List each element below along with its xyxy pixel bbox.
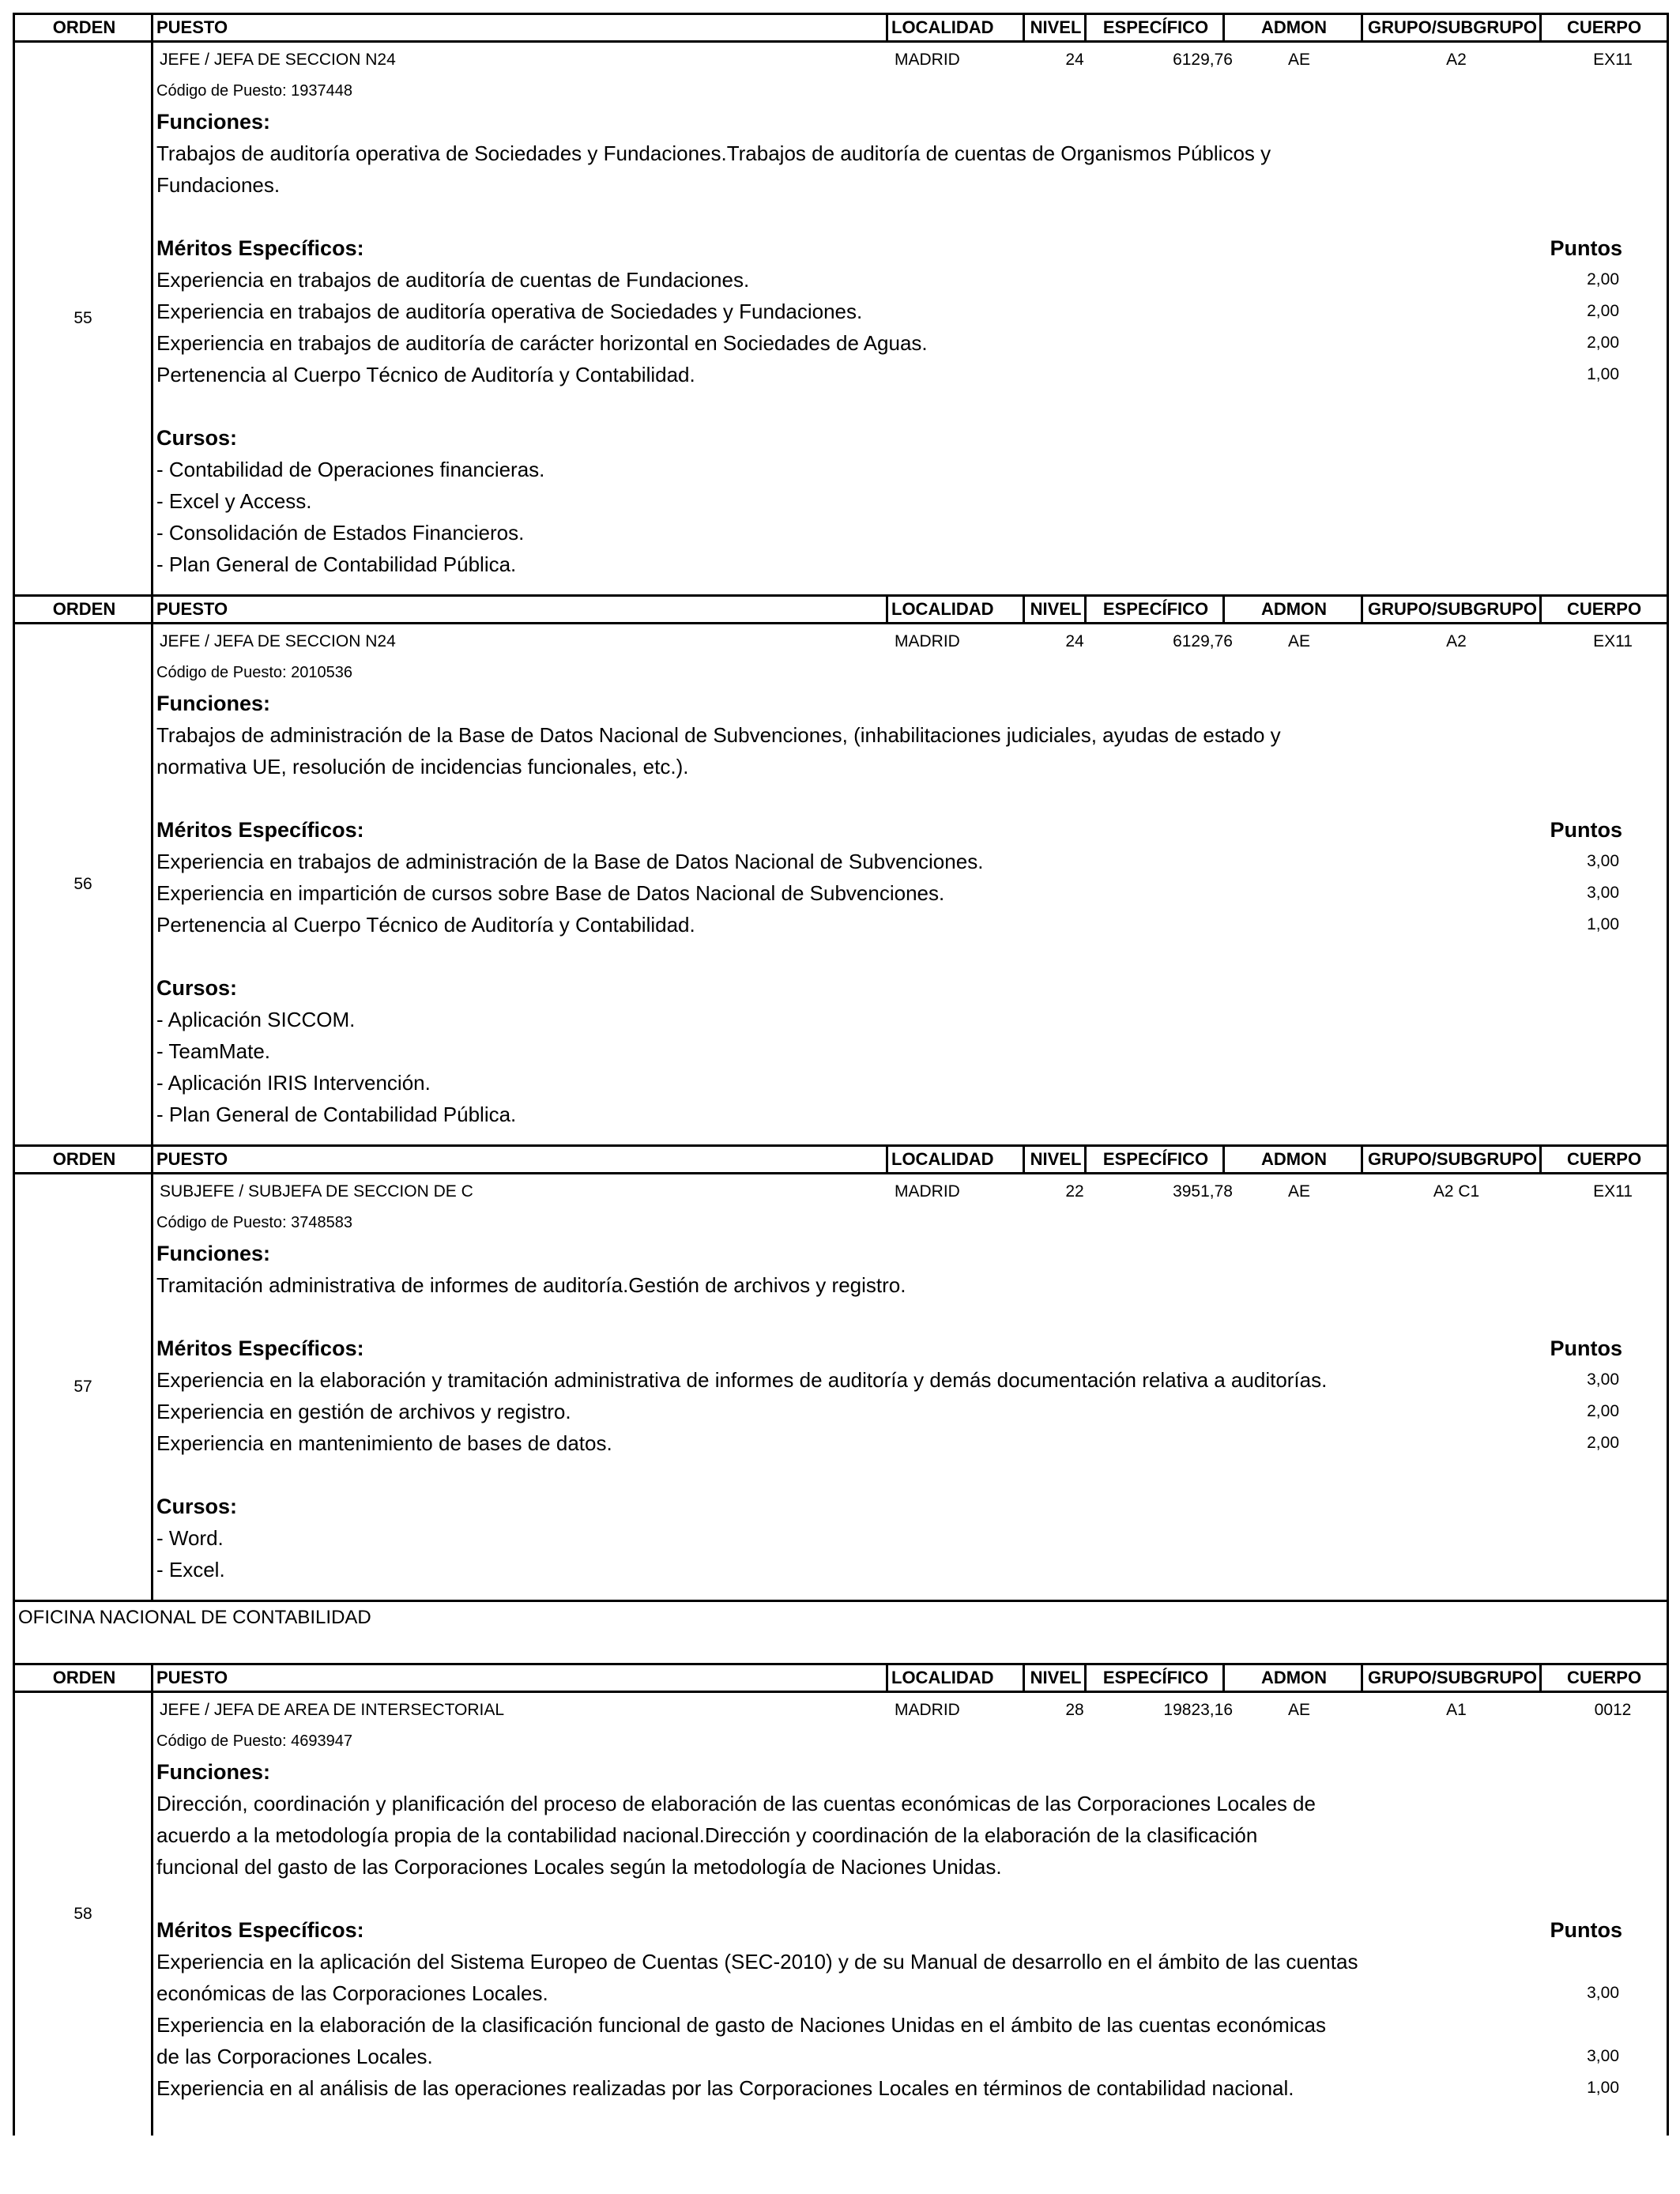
merito-item [156, 1396, 1667, 1427]
header-orden: ORDEN [52, 1149, 116, 1169]
merito-text: Pertenencia al Cuerpo Técnico de Auditoría y Contabilidad. [156, 913, 695, 937]
header-orden: ORDEN [52, 17, 116, 37]
job-localidad: MADRID [895, 1182, 960, 1201]
meritos-heading-row [156, 1914, 1667, 1946]
job-localidad: MADRID [895, 1701, 960, 1719]
job-details [153, 1174, 1667, 1600]
column-header-row [13, 1144, 1669, 1174]
spacer [156, 941, 1667, 972]
curso-item: - Contabilidad de Operaciones financieras. [156, 458, 545, 481]
header-admon: ADMON [1222, 15, 1363, 40]
spacer [156, 201, 1667, 232]
job-details [153, 624, 1667, 1144]
funciones-line: Trabajos de administración de la Base de Datos Nacional de Subvenciones, (inhabilitaciones judiciales, ayudas de estado y [156, 723, 1281, 747]
merito-item [156, 909, 1667, 941]
header-especifico: ESPECÍFICO [1084, 15, 1225, 40]
job-cuerpo: EX11 [1593, 632, 1633, 650]
job-grupo: A2 C1 [1433, 1182, 1480, 1201]
job-especifico: 6129,76 [1173, 632, 1233, 650]
puntos-heading: Puntos [1550, 1918, 1622, 1942]
header-orden: ORDEN [52, 1668, 116, 1687]
spacer [156, 782, 1667, 814]
job-localidad: MADRID [895, 632, 960, 650]
puntos-heading: Puntos [1550, 818, 1622, 842]
merito-puntos: 3,00 [1587, 1984, 1619, 2002]
job-puesto: JEFE / JEFA DE SECCION N24 [160, 51, 396, 69]
header-localidad: LOCALIDAD [886, 15, 1025, 40]
merito-puntos: 3,00 [1587, 2047, 1619, 2065]
merito-text: Experiencia en la aplicación del Sistema Europeo de Cuentas (SEC-2010) y de su Manual de desarrollo en el ámbito de las cuentas [156, 1950, 1358, 1973]
merito-puntos: 3,00 [1587, 884, 1619, 902]
header-admon: ADMON [1222, 1665, 1363, 1691]
meritos-heading-row [156, 1333, 1667, 1364]
header-especifico: ESPECÍFICO [1084, 597, 1225, 622]
merito-puntos: 3,00 [1587, 852, 1619, 870]
job-puesto: JEFE / JEFA DE SECCION N24 [160, 632, 396, 650]
header-puesto: PUESTO [151, 597, 888, 622]
meritos-heading: Méritos Específicos: [156, 236, 364, 260]
meritos-heading: Méritos Específicos: [156, 1336, 364, 1360]
merito-item [156, 2072, 1667, 2104]
job-puesto: JEFE / JEFA DE AREA DE INTERSECTORIAL [160, 1701, 505, 1719]
spacer [156, 390, 1667, 422]
header-localidad: LOCALIDAD [886, 1665, 1025, 1691]
job-entry [13, 1693, 1669, 2136]
header-admon: ADMON [1222, 597, 1363, 622]
header-localidad: LOCALIDAD [886, 597, 1025, 622]
job-cuerpo: EX11 [1593, 1182, 1633, 1201]
job-especifico: 19823,16 [1163, 1701, 1233, 1719]
job-entry [13, 43, 1669, 594]
spacer [156, 1459, 1667, 1491]
puntos-heading: Puntos [1550, 236, 1622, 260]
header-grupo: GRUPO/SUBGRUPO [1361, 597, 1542, 622]
curso-item: - Word. [156, 1526, 224, 1550]
merito-puntos: 2,00 [1587, 334, 1619, 352]
merito-text: Experiencia en gestión de archivos y registro. [156, 1400, 571, 1423]
funciones-line: funcional del gasto de las Corporaciones Locales según la metodología de Naciones Unidas. [156, 1855, 1002, 1879]
header-nivel: NIVEL [1023, 15, 1087, 40]
orden-number: 58 [15, 1693, 153, 2136]
merito-item [156, 327, 1667, 359]
merito-puntos: 2,00 [1587, 270, 1619, 288]
merito-puntos: 1,00 [1587, 915, 1619, 933]
merito-item [156, 1427, 1667, 1459]
header-puesto: PUESTO [151, 1147, 888, 1172]
header-puesto: PUESTO [151, 1665, 888, 1691]
meritos-heading-row [156, 232, 1667, 264]
job-code: Código de Puesto: 3748583 [156, 1214, 352, 1231]
job-localidad: MADRID [895, 51, 960, 69]
merito-item [156, 1364, 1667, 1396]
curso-item: - TeamMate. [156, 1039, 271, 1063]
merito-item [156, 877, 1667, 909]
job-grupo: A1 [1446, 1701, 1467, 1719]
header-cuerpo: CUERPO [1539, 15, 1667, 40]
cursos-heading: Cursos: [156, 976, 238, 1000]
merito-puntos: 1,00 [1587, 2079, 1619, 2097]
header-nivel: NIVEL [1023, 1665, 1087, 1691]
merito-puntos: 3,00 [1587, 1370, 1619, 1389]
section-title: OFICINA NACIONAL DE CONTABILIDAD [13, 1600, 1669, 1663]
job-puesto: SUBJEFE / SUBJEFA DE SECCION DE C [160, 1182, 473, 1201]
job-especifico: 6129,76 [1173, 51, 1233, 69]
job-summary-row [156, 1696, 1667, 1726]
header-nivel: NIVEL [1023, 597, 1087, 622]
merito-item [156, 846, 1667, 877]
job-details [153, 1693, 1667, 2136]
orden-number: 55 [15, 43, 153, 594]
job-grupo: A2 [1446, 51, 1467, 69]
merito-text: Experiencia en trabajos de auditoría operativa de Sociedades y Fundaciones. [156, 300, 863, 323]
header-admon: ADMON [1222, 1147, 1363, 1172]
job-admon: AE [1287, 51, 1311, 69]
orden-number: 56 [15, 624, 153, 1144]
puntos-heading: Puntos [1550, 1336, 1622, 1360]
job-cuerpo: 0012 [1594, 1701, 1632, 1719]
spacer [156, 1301, 1667, 1333]
curso-item: - Excel y Access. [156, 489, 312, 513]
merito-text: Experiencia en trabajos de auditoría de cuentas de Fundaciones. [156, 268, 750, 292]
header-especifico: ESPECÍFICO [1084, 1665, 1225, 1691]
merito-item [156, 296, 1667, 327]
header-nivel: NIVEL [1023, 1147, 1087, 1172]
curso-item: - Aplicación SICCOM. [156, 1008, 356, 1031]
curso-item: - Plan General de Contabilidad Pública. [156, 552, 517, 576]
job-nivel: 24 [1065, 51, 1084, 69]
header-grupo: GRUPO/SUBGRUPO [1361, 1147, 1542, 1172]
merito-puntos: 2,00 [1587, 302, 1619, 320]
orden-number: 57 [15, 1174, 153, 1600]
job-summary-row [156, 46, 1667, 76]
job-summary-row [156, 1178, 1667, 1208]
document [13, 13, 1669, 2136]
header-puesto: PUESTO [151, 15, 888, 40]
header-cuerpo: CUERPO [1539, 1147, 1667, 1172]
merito-item [156, 1946, 1667, 2009]
job-entry [13, 1174, 1669, 1600]
job-nivel: 24 [1065, 632, 1084, 650]
merito-item [156, 2009, 1667, 2072]
merito-puntos: 2,00 [1587, 1402, 1619, 1420]
merito-text: Experiencia en al análisis de las operaciones realizadas por las Corporaciones Locales en términos de contabilidad nacional. [156, 2076, 1294, 2100]
funciones-heading: Funciones: [156, 692, 271, 715]
merito-text: Experiencia en mantenimiento de bases de datos. [156, 1431, 612, 1455]
funciones-line: Dirección, coordinación y planificación del proceso de elaboración de las cuentas económicas de las Corporaciones Locales de [156, 1792, 1316, 1815]
job-admon: AE [1287, 632, 1311, 650]
merito-text: Pertenencia al Cuerpo Técnico de Auditoría y Contabilidad. [156, 363, 695, 386]
cursos-heading: Cursos: [156, 1495, 238, 1518]
merito-puntos: 1,00 [1587, 365, 1619, 383]
curso-item: - Aplicación IRIS Intervención. [156, 1071, 431, 1095]
merito-text: de las Corporaciones Locales. [156, 2045, 433, 2068]
merito-item [156, 264, 1667, 296]
job-summary-row [156, 628, 1667, 658]
merito-text: Experiencia en trabajos de administración de la Base de Datos Nacional de Subvenciones. [156, 850, 984, 873]
curso-item: - Plan General de Contabilidad Pública. [156, 1103, 517, 1126]
column-header-row [13, 13, 1669, 43]
merito-item [156, 359, 1667, 390]
header-grupo: GRUPO/SUBGRUPO [1361, 15, 1542, 40]
funciones-line: acuerdo a la metodología propia de la contabilidad nacional.Dirección y coordinación de la elaboración de la clasificación [156, 1823, 1258, 1847]
merito-text: Experiencia en la elaboración y tramitación administrativa de informes de auditoría y demás documentación relativa a auditorías. [156, 1368, 1328, 1392]
funciones-line: Fundaciones. [156, 173, 281, 197]
job-admon: AE [1287, 1182, 1311, 1201]
funciones-line: Trabajos de auditoría operativa de Sociedades y Fundaciones.Trabajos de auditoría de cuentas de Organismos Públicos y [156, 141, 1271, 165]
job-nivel: 22 [1065, 1182, 1084, 1201]
merito-puntos: 2,00 [1587, 1434, 1619, 1452]
job-entry [13, 624, 1669, 1144]
job-code: Código de Puesto: 4693947 [156, 1732, 352, 1750]
header-especifico: ESPECÍFICO [1084, 1147, 1225, 1172]
cursos-heading: Cursos: [156, 426, 238, 450]
meritos-heading: Méritos Específicos: [156, 1918, 364, 1942]
header-grupo: GRUPO/SUBGRUPO [1361, 1665, 1542, 1691]
merito-text: Experiencia en impartición de cursos sobre Base de Datos Nacional de Subvenciones. [156, 881, 945, 905]
funciones-heading: Funciones: [156, 1760, 271, 1784]
header-cuerpo: CUERPO [1539, 1665, 1667, 1691]
merito-text: económicas de las Corporaciones Locales. [156, 1981, 548, 2005]
column-header-row [13, 594, 1669, 624]
job-code: Código de Puesto: 2010536 [156, 664, 352, 681]
job-nivel: 28 [1065, 1701, 1084, 1719]
meritos-heading-row [156, 814, 1667, 846]
job-details [153, 43, 1667, 594]
funciones-line: Tramitación administrativa de informes de auditoría.Gestión de archivos y registro. [156, 1273, 906, 1297]
funciones-heading: Funciones: [156, 1242, 271, 1265]
merito-text: Experiencia en trabajos de auditoría de carácter horizontal en Sociedades de Aguas. [156, 331, 928, 355]
spacer [156, 1883, 1667, 1914]
header-orden: ORDEN [52, 599, 116, 619]
funciones-heading: Funciones: [156, 110, 271, 134]
job-admon: AE [1287, 1701, 1311, 1719]
curso-item: - Excel. [156, 1558, 225, 1581]
column-header-row [13, 1663, 1669, 1693]
merito-text: Experiencia en la elaboración de la clasificación funcional de gasto de Naciones Unidas en el ámbito de las cuentas económicas [156, 2013, 1327, 2037]
job-grupo: A2 [1446, 632, 1467, 650]
curso-item: - Consolidación de Estados Financieros. [156, 521, 525, 545]
meritos-heading: Méritos Específicos: [156, 818, 364, 842]
header-cuerpo: CUERPO [1539, 597, 1667, 622]
job-especifico: 3951,78 [1173, 1182, 1233, 1201]
header-localidad: LOCALIDAD [886, 1147, 1025, 1172]
job-cuerpo: EX11 [1593, 51, 1633, 69]
funciones-line: normativa UE, resolución de incidencias funcionales, etc.). [156, 755, 689, 778]
job-code: Código de Puesto: 1937448 [156, 82, 352, 100]
